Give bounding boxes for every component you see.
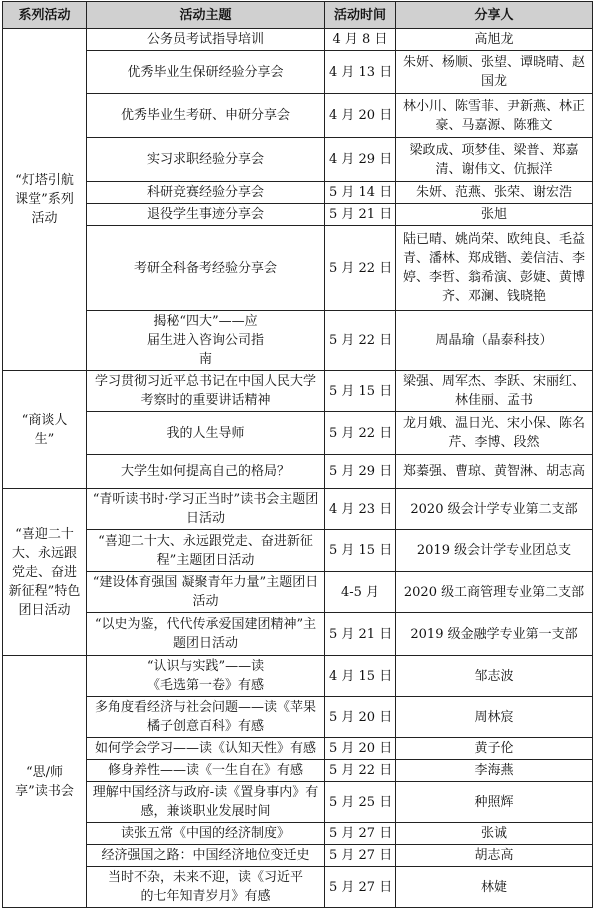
sharer-cell: 种照辉 — [396, 782, 593, 823]
table-row — [3, 823, 593, 845]
date-cell: 5 月 22 日 — [325, 226, 396, 311]
table-row — [3, 867, 593, 908]
topic-cell: 大学生如何提高自己的格局？ — [87, 455, 325, 489]
date-cell: 5 月 21 日 — [325, 613, 396, 656]
topic-cell: 退役学生事迹分享会 — [87, 204, 325, 226]
table-row — [3, 29, 593, 51]
topic-cell: 学习贯彻习近平总书记在中国人民大学考察时的重要讲话精神 — [87, 371, 325, 412]
date-cell: 5 月 27 日 — [325, 823, 396, 845]
date-cell: 4 月 23 日 — [325, 489, 396, 530]
date-cell: 5 月 27 日 — [325, 845, 396, 867]
series-cell: “商谈人生” — [3, 371, 87, 489]
table-row — [3, 489, 593, 530]
date-cell: 4 月 8 日 — [325, 29, 396, 51]
sharer-cell: 胡志高 — [396, 845, 593, 867]
topic-cell: 多角度看经济与社会问题——读《苹果橘子创意百科》有感 — [87, 697, 325, 738]
sharer-cell: 黄子伦 — [396, 738, 593, 760]
table-row — [3, 782, 593, 823]
topic-cell: “建设体育强国 凝聚青年力量”主题团日活动 — [87, 572, 325, 613]
date-cell: 5 月 14 日 — [325, 182, 396, 204]
topic-cell: 揭秘“四大”——应届生进入咨询公司指南 — [87, 311, 325, 371]
sharer-cell: 周林宸 — [396, 697, 593, 738]
header-series: 系列活动 — [3, 2, 87, 29]
topic-cell: 公务员考试指导培训 — [87, 29, 325, 51]
sharer-cell: 龙月娥、温日光、宋小保、陈名芹、李博、段然 — [396, 412, 593, 455]
table-row — [3, 182, 593, 204]
topic-cell: “以史为鉴，代代传承爱国建团精神”主题团日活动 — [87, 613, 325, 656]
sharer-cell: 2020 级工商管理专业第二支部 — [396, 572, 593, 613]
sharer-cell: 高旭龙 — [396, 29, 593, 51]
date-cell: 4 月 29 日 — [325, 138, 396, 182]
header-row — [3, 2, 593, 29]
topic-cell: 读张五常《中国的经济制度》 — [87, 823, 325, 845]
table-row — [3, 845, 593, 867]
topic-cell: “喜迎二十大、永远跟党走、奋进新征程”主题团日活动 — [87, 530, 325, 572]
topic-cell: 我的人生导师 — [87, 412, 325, 455]
table-row — [3, 204, 593, 226]
table-row — [3, 760, 593, 782]
date-cell: 5 月 27 日 — [325, 867, 396, 908]
header-date: 活动时间 — [325, 2, 396, 29]
topic-cell: 科研竞赛经验分享会 — [87, 182, 325, 204]
sharer-cell: 张诚 — [396, 823, 593, 845]
date-cell: 5 月 29 日 — [325, 455, 396, 489]
topic-cell: 修身养性——读《一生自在》有感 — [87, 760, 325, 782]
date-cell: 5 月 22 日 — [325, 311, 396, 371]
topic-cell: 实习求职经验分享会 — [87, 138, 325, 182]
series-cell: “灯塔引航课堂”系列活动 — [3, 29, 87, 371]
sharer-cell: 2019 级金融学专业第一支部 — [396, 613, 593, 656]
sharer-cell: 2019 级会计学专业团总支 — [396, 530, 593, 572]
date-cell: 5 月 20 日 — [325, 697, 396, 738]
date-cell: 4 月 13 日 — [325, 51, 396, 94]
date-cell: 5 月 20 日 — [325, 738, 396, 760]
table-row — [3, 371, 593, 412]
sharer-cell: 郑蓁强、曹琼、黄智淋、胡志高 — [396, 455, 593, 489]
date-cell: 5 月 21 日 — [325, 204, 396, 226]
activities-table — [2, 1, 593, 908]
date-cell: 5 月 22 日 — [325, 412, 396, 455]
table-row — [3, 311, 593, 371]
sharer-cell: 朱妍、范燕、张荣、谢宏浩 — [396, 182, 593, 204]
table-row — [3, 572, 593, 613]
sharer-cell: 邹志波 — [396, 656, 593, 697]
table-row — [3, 613, 593, 656]
header-topic: 活动主题 — [87, 2, 325, 29]
sharer-cell: 林小川、陈雪菲、尹新燕、林正豪、马嘉源、陈雅文 — [396, 94, 593, 138]
date-cell: 5 月 15 日 — [325, 530, 396, 572]
date-cell: 5 月 25 日 — [325, 782, 396, 823]
sharer-cell: 梁政成、项梦佳、梁普、郑嘉清、谢伟文、伉振洋 — [396, 138, 593, 182]
topic-cell: 理解中国经济与政府-读《置身事内》有感，兼谈职业发展时间 — [87, 782, 325, 823]
topic-cell: 如何学会学习——读《认知天性》有感 — [87, 738, 325, 760]
date-cell: 5 月 15 日 — [325, 371, 396, 412]
table-row — [3, 455, 593, 489]
sharer-cell: 朱妍、杨顺、张望、谭晓晴、赵国龙 — [396, 51, 593, 94]
topic-cell: 经济强国之路：中国经济地位变迁史 — [87, 845, 325, 867]
topic-cell: 考研全科备考经验分享会 — [87, 226, 325, 311]
table-row — [3, 738, 593, 760]
series-cell: “思/师享”读书会 — [3, 656, 87, 908]
table-row — [3, 530, 593, 572]
topic-cell: “青听读书时·学习正当时”读书会主题团日活动 — [87, 489, 325, 530]
table-row — [3, 138, 593, 182]
sharer-cell: 梁强、周军杰、李跃、宋丽红、林佳丽、孟书 — [396, 371, 593, 412]
table-row — [3, 226, 593, 311]
sharer-cell: 张旭 — [396, 204, 593, 226]
topic-cell: “认识与实践”——读《毛选第一卷》有感 — [87, 656, 325, 697]
table-row — [3, 94, 593, 138]
header-sharer: 分享人 — [396, 2, 593, 29]
sharer-cell: 陆已晴、姚尚荣、欧纯良、毛益青、潘林、郑成锴、姜信洁、李婷、李哲、翁希演、彭婕、黄博齐、邓澜、钱晓艳 — [396, 226, 593, 311]
topic-cell: 优秀毕业生保研经验分享会 — [87, 51, 325, 94]
table-row — [3, 656, 593, 697]
date-cell: 4 月 20 日 — [325, 94, 396, 138]
topic-cell: 优秀毕业生考研、申研分享会 — [87, 94, 325, 138]
sharer-cell: 林婕 — [396, 867, 593, 908]
table-row — [3, 51, 593, 94]
sharer-cell: 周晶瑜（晶泰科技） — [396, 311, 593, 371]
table-row — [3, 697, 593, 738]
date-cell: 4-5 月 — [325, 572, 396, 613]
sharer-cell: 2020 级会计学专业第二支部 — [396, 489, 593, 530]
date-cell: 4 月 15 日 — [325, 656, 396, 697]
table-row — [3, 412, 593, 455]
date-cell: 5 月 22 日 — [325, 760, 396, 782]
series-cell: “喜迎二十大、永远跟党走、奋进新征程”特色团日活动 — [3, 489, 87, 656]
sharer-cell: 李海燕 — [396, 760, 593, 782]
topic-cell: 当时不杂，未来不迎，读《习近平的七年知青岁月》有感 — [87, 867, 325, 908]
